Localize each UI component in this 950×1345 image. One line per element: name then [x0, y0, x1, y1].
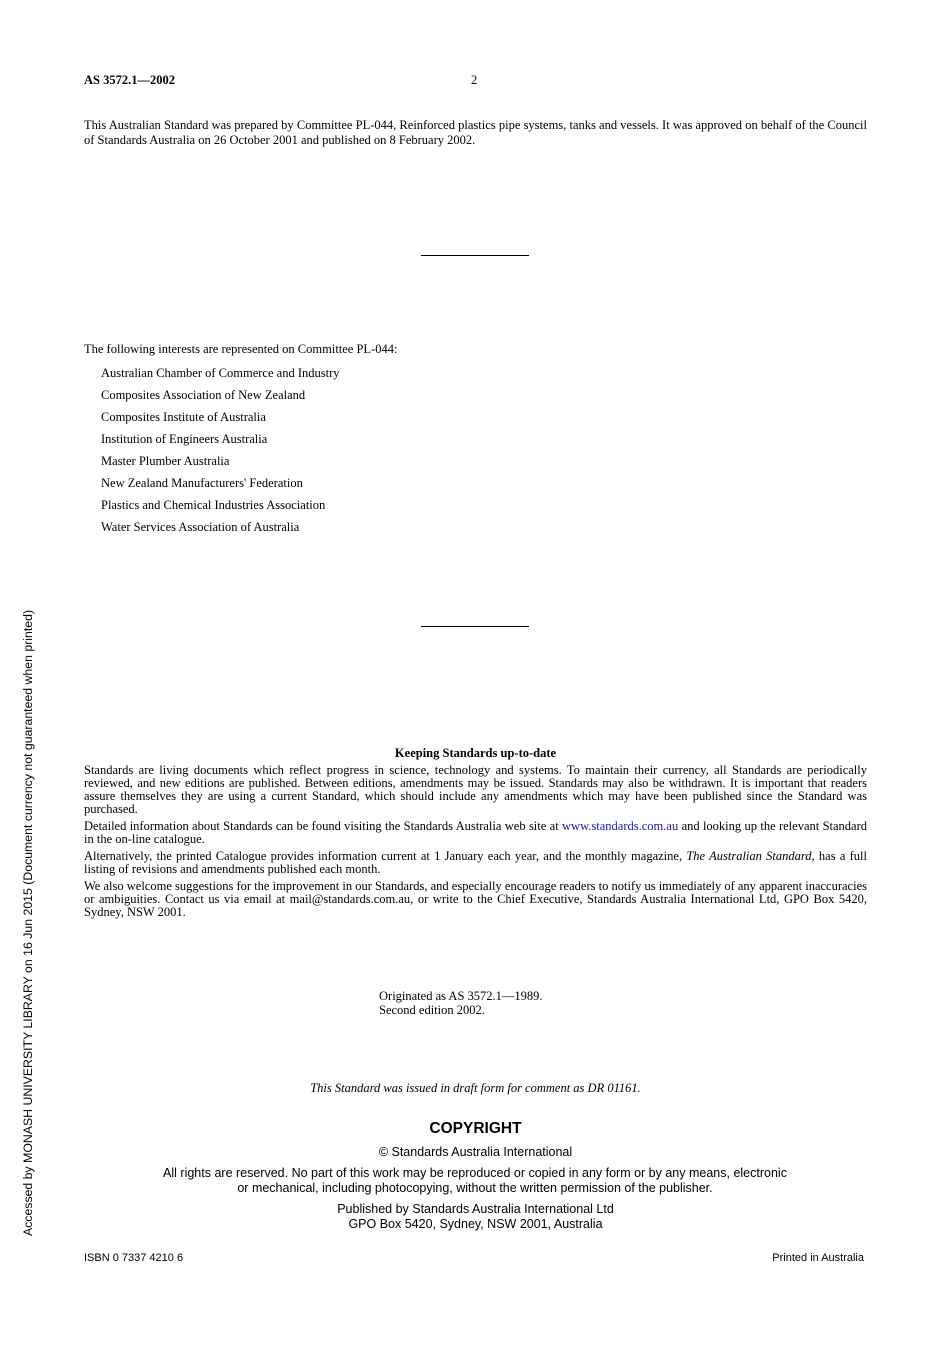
- publisher-info: [84, 1202, 867, 1231]
- interests-heading: The following interests are represented on Committee PL-044:: [84, 342, 398, 356]
- keeping-paragraph-4: We also welcome suggestions for the improvement in our Standards, and especially encourage readers to notify us immediately of any apparent inaccuracies or ambiguities. Contact us via email at mail@standards.com.au, or write to the Chief Executive, Standards Australia International Ltd, GPO Box 5420, Sydney, NSW 2001.: [84, 879, 867, 919]
- isbn: ISBN 0 7337 4210 6: [84, 1252, 184, 1264]
- interest-item: Composites Institute of Australia: [101, 410, 266, 424]
- rights-statement: [0, 1166, 950, 1196]
- standards-website-link[interactable]: www.standards.com.au: [562, 819, 679, 833]
- keeping-paragraph-3: [84, 850, 867, 876]
- publisher-line: Published by Standards Australia International Ltd: [337, 1202, 614, 1216]
- text: Alternatively, the printed Catalogue provides information current at 1 January each year, and the monthly magazine,: [84, 849, 687, 863]
- divider: [421, 255, 529, 256]
- interest-item: Plastics and Chemical Industries Association: [101, 498, 326, 512]
- draft-note: This Standard was issued in draft form for comment as DR 01161.: [310, 1081, 641, 1095]
- originated-line: Originated as AS 3572.1—1989.: [379, 989, 543, 1003]
- text: Detailed information about Standards can be found visiting the Standards Australia web site at: [84, 819, 563, 833]
- keeping-paragraph-1: Standards are living documents which reflect progress in science, technology and systems. To maintain their currency, all Standards are periodically reviewed, and new editions are published. Between editions, amendments may be issued. Standards may also be withdrawn. It is important that readers assure themselves they are using a current Standard, which should include any amendments which may have been published since the Standard was purchased.: [84, 763, 867, 816]
- rights-line: or mechanical, including photocopying, without the written permission of the publisher.: [237, 1181, 713, 1195]
- edition-history: [379, 989, 543, 1017]
- access-watermark: Accessed by MONASH UNIVERSITY LIBRARY on 16 Jun 2015 (Document currency not guaranteed when printed): [21, 609, 35, 1237]
- interest-item: New Zealand Manufacturers' Federation: [101, 476, 303, 490]
- interest-item: Master Plumber Australia: [101, 454, 230, 468]
- copyright-title: COPYRIGHT: [429, 1120, 522, 1137]
- document-id: AS 3572.1—2002: [84, 73, 175, 87]
- copyright-holder: © Standards Australia International: [378, 1145, 573, 1159]
- text: and looking up the relevant Standard in the on-line catalogue.: [84, 819, 868, 846]
- rights-line: All rights are reserved. No part of this work may be reproduced or copied in any form or by any means, electronic: [163, 1166, 787, 1180]
- interest-item: Institution of Engineers Australia: [101, 432, 268, 446]
- interest-item: Water Services Association of Australia: [101, 520, 300, 534]
- printed-in: Printed in Australia: [772, 1252, 864, 1264]
- text: , has a full listing of revisions and amendments published each month.: [84, 849, 868, 876]
- magazine-title: The Australian Standard: [686, 849, 812, 863]
- page-number: 2: [471, 73, 478, 87]
- interest-item: Australian Chamber of Commerce and Industry: [101, 366, 340, 380]
- divider: [421, 626, 529, 627]
- intro-paragraph: This Australian Standard was prepared by Committee PL-044, Reinforced plastics pipe systems, tanks and vessels. It was approved on behalf of the Council of Standards Australia on 26 October 2001 and published on 8 February 2002.: [84, 118, 867, 147]
- publisher-line: GPO Box 5420, Sydney, NSW 2001, Australia: [348, 1216, 603, 1231]
- interest-item: Composites Association of New Zealand: [101, 388, 306, 402]
- keeping-paragraph-2: [84, 820, 867, 846]
- keeping-title: Keeping Standards up-to-date: [394, 746, 557, 760]
- edition-line: Second edition 2002.: [379, 1003, 485, 1017]
